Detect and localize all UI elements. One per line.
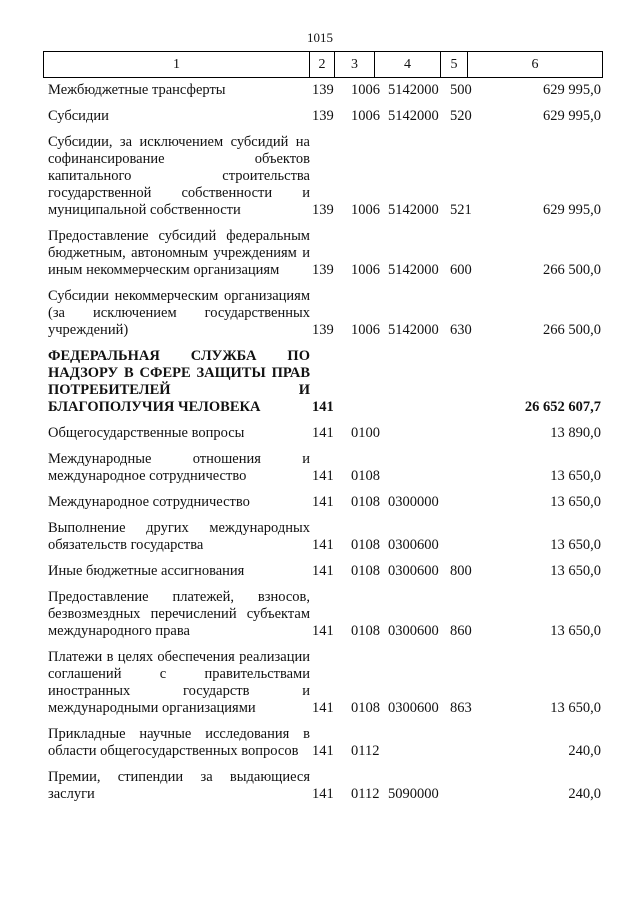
header-col-1: 1	[173, 56, 180, 72]
row-name: Предоставление платежей, взносов, безвозмездных перечислений субъектам международного права	[48, 589, 310, 639]
row-section: 0108	[351, 537, 380, 553]
row-code: 0300000	[388, 494, 439, 510]
row-amount: 13 650,0	[550, 537, 601, 553]
table-row	[48, 726, 601, 760]
row-name: Международное сотрудничество	[48, 494, 250, 510]
table-row	[48, 563, 601, 580]
header-col-5: 5	[440, 52, 467, 77]
row-name: Общегосударственные вопросы	[48, 425, 245, 441]
row-amount: 13 650,0	[550, 494, 601, 510]
row-name: Премии, стипендии за выдающиеся заслуги	[48, 769, 310, 802]
header-col-2: 2	[309, 52, 334, 77]
table-row	[48, 451, 601, 485]
row-amount: 240,0	[568, 786, 601, 802]
row-section: 0112	[351, 786, 380, 802]
row-expense-type: 600	[450, 262, 472, 278]
row-name: ФЕДЕРАЛЬНАЯ СЛУЖБА ПО НАДЗОРУ В СФЕРЕ ЗАЩИТЫ ПРАВ ПОТРЕБИТЕЛЕЙ И БЛАГОПОЛУЧИЯ ЧЕЛОВЕКА	[48, 348, 310, 415]
row-section: 1006	[351, 202, 380, 218]
table-row	[48, 649, 601, 717]
row-name: Платежи в целях обеспечения реализации соглашений с правительствами иностранных государств и международными организациями	[48, 649, 310, 716]
row-ministry: 139	[312, 202, 334, 218]
row-ministry: 141	[312, 563, 334, 579]
row-ministry: 141	[312, 743, 334, 759]
row-amount: 266 500,0	[543, 262, 601, 278]
row-expense-type: 630	[450, 322, 472, 338]
row-section: 0112	[351, 743, 380, 759]
row-code: 0300600	[388, 537, 439, 553]
row-expense-type: 500	[450, 82, 472, 98]
row-section: 0108	[351, 468, 380, 484]
row-expense-type: 860	[450, 623, 472, 639]
row-section: 1006	[351, 108, 380, 124]
header-col-4: 4	[374, 52, 440, 77]
row-expense-type: 800	[450, 563, 472, 579]
row-ministry: 141	[312, 399, 334, 415]
row-section: 0108	[351, 700, 380, 716]
row-amount: 26 652 607,7	[524, 399, 601, 415]
header-col-3: 3	[334, 52, 374, 77]
table-row	[48, 494, 601, 511]
row-amount: 13 650,0	[550, 700, 601, 716]
row-expense-type: 863	[450, 700, 472, 716]
row-name: Межбюджетные трансферты	[48, 82, 226, 98]
row-section: 1006	[351, 262, 380, 278]
row-section: 0108	[351, 494, 380, 510]
row-amount: 13 890,0	[550, 425, 601, 441]
row-ministry: 141	[312, 494, 334, 510]
row-code: 5142000	[388, 202, 439, 218]
row-name: Иные бюджетные ассигнования	[48, 563, 245, 579]
row-code: 5142000	[388, 82, 439, 98]
table-row	[48, 288, 601, 339]
table-row	[48, 769, 601, 803]
row-code: 0300600	[388, 700, 439, 716]
row-ministry: 141	[312, 425, 334, 441]
row-name: Субсидии некоммерческим организациям (за исключением государственных учреждений)	[48, 288, 310, 338]
row-amount: 629 995,0	[543, 202, 601, 218]
row-name: Международные отношения и международное сотрудничество	[48, 451, 310, 484]
row-code: 5142000	[388, 262, 439, 278]
row-expense-type: 521	[450, 202, 472, 218]
table-row	[48, 348, 601, 416]
row-ministry: 139	[312, 108, 334, 124]
table-row	[48, 82, 601, 99]
row-amount: 13 650,0	[550, 563, 601, 579]
row-name: Прикладные научные исследования в области общегосударственных вопросов	[48, 726, 310, 759]
row-ministry: 141	[312, 623, 334, 639]
row-ministry: 139	[312, 322, 334, 338]
table-header	[43, 51, 603, 78]
row-section: 1006	[351, 322, 380, 338]
row-amount: 629 995,0	[543, 108, 601, 124]
row-ministry: 141	[312, 537, 334, 553]
row-section: 0108	[351, 563, 380, 579]
row-code: 5142000	[388, 108, 439, 124]
table-row	[48, 589, 601, 640]
row-name: Выполнение других международных обязательств государства	[48, 520, 310, 553]
row-section: 0108	[351, 623, 380, 639]
table-row	[48, 108, 601, 125]
table-row	[48, 520, 601, 554]
row-ministry: 141	[312, 468, 334, 484]
row-ministry: 139	[312, 82, 334, 98]
table-row	[48, 425, 601, 442]
row-section: 0100	[351, 425, 380, 441]
row-name: Субсидии	[48, 108, 109, 124]
row-name: Предоставление субсидий федеральным бюджетным, автономным учреждениям и иным некоммерческим организациям	[48, 228, 310, 278]
row-expense-type: 520	[450, 108, 472, 124]
row-amount: 13 650,0	[550, 468, 601, 484]
row-section: 1006	[351, 82, 380, 98]
row-code: 5090000	[388, 786, 439, 802]
table-row	[48, 134, 601, 219]
budget-table	[48, 82, 601, 812]
row-amount: 266 500,0	[543, 322, 601, 338]
row-amount: 13 650,0	[550, 623, 601, 639]
row-amount: 240,0	[568, 743, 601, 759]
row-code: 0300600	[388, 623, 439, 639]
row-ministry: 141	[312, 786, 334, 802]
row-ministry: 141	[312, 700, 334, 716]
row-ministry: 139	[312, 262, 334, 278]
table-row	[48, 228, 601, 279]
page-number: 1015	[307, 30, 333, 45]
row-amount: 629 995,0	[543, 82, 601, 98]
header-col-6: 6	[467, 52, 602, 77]
row-name: Субсидии, за исключением субсидий на софинансирование объектов капитального строительства государственной собственности и муниципальной собственности	[48, 134, 310, 218]
row-code: 0300600	[388, 563, 439, 579]
row-code: 5142000	[388, 322, 439, 338]
